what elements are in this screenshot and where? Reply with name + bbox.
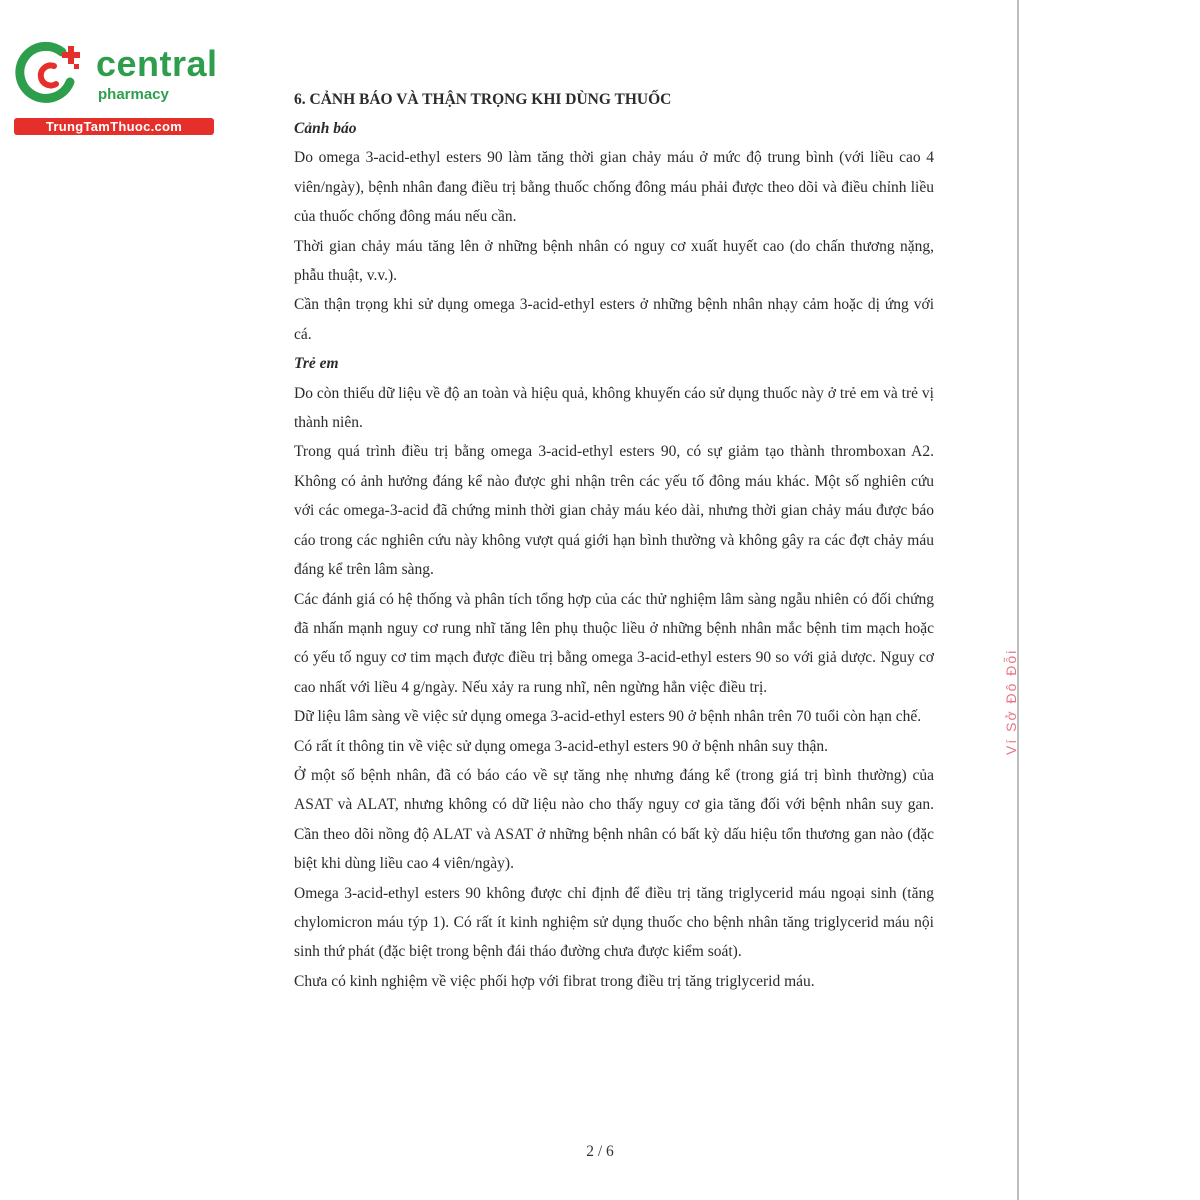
brand-subtitle: pharmacy bbox=[98, 86, 169, 103]
paragraph: Các đánh giá có hệ thống và phân tích tổng hợp của các thử nghiệm lâm sàng ngẫu nhiên có đối chứng đã nhấn mạnh nguy cơ rung nhĩ tăng lên phụ thuộc liều ở những bệnh nhân mắc bệnh tim mạch hoặc có yếu tố nguy cơ tim mạch được điều trị bằng omega 3-acid-ethyl esters 90 so với giả dược. Nguy cơ cao nhất với liều 4 g/ngày. Nếu xảy ra rung nhĩ, nên ngừng hẳn việc điều trị. bbox=[294, 590, 934, 696]
stamp-mark: Ví Sở Đô Đỗi bbox=[1003, 648, 1019, 755]
paragraph: Omega 3-acid-ethyl esters 90 không được chỉ định để điều trị tăng triglycerid máu ngoại sinh (tăng chylomicron máu týp 1). Có rất ít kinh nghiệm sử dụng thuốc cho bệnh nhân tăng triglycerid máu nội sinh thứ phát (đặc biệt trong bệnh đái tháo đường chưa được kiểm soát). bbox=[294, 884, 934, 961]
paragraph: Ở một số bệnh nhân, đã có báo cáo về sự tăng nhẹ nhưng đáng kể (trong giá trị bình thường) của ASAT và ALAT, nhưng không có dữ liệu nào cho thấy nguy cơ gia tăng đối với bệnh nhân suy gan. Cần theo dõi nồng độ ALAT và ASAT ở những bệnh nhân có bất kỳ dấu hiệu tổn thương gan nào (đặc biệt khi dùng liều cao 4 viên/ngày). bbox=[294, 766, 934, 873]
pharmacy-cross-icon bbox=[10, 38, 90, 110]
paragraph: Trong quá trình điều trị bằng omega 3-acid-ethyl esters 90, có sự giảm tạo thành thromboxan A2. Không có ảnh hưởng đáng kể nào được ghi nhận trên các yếu tố đông máu khác. Một số nghiên cứu với các omega-3-acid đã chứng minh thời gian chảy máu kéo dài, nhưng thời gian chảy máu được báo cáo trong các nghiên cứu này không vượt quá giới hạn bình thường và không gây ra các đợt chảy máu đáng kể trên lâm sàng. bbox=[294, 443, 934, 579]
paragraph: Dữ liệu lâm sàng về việc sử dụng omega 3-acid-ethyl esters 90 ở bệnh nhân trên 70 tuổi còn hạn chế. bbox=[294, 708, 922, 726]
paragraph: Thời gian chảy máu tăng lên ở những bệnh nhân có nguy cơ xuất huyết cao (do chấn thương nặng, phẫu thuật, v.v.). bbox=[294, 237, 934, 285]
paragraph: Có rất ít thông tin về việc sử dụng omega 3-acid-ethyl esters 90 ở bệnh nhân suy thận. bbox=[294, 737, 829, 755]
paragraph: Cần thận trọng khi sử dụng omega 3-acid-ethyl esters ở những bệnh nhân nhạy cảm hoặc dị ứng với cá. bbox=[294, 296, 934, 343]
central-pharmacy-logo bbox=[10, 38, 218, 138]
brand-url-badge[interactable]: TrungTamThuoc.com bbox=[14, 118, 214, 135]
document-body bbox=[294, 86, 934, 996]
paragraph: Do còn thiếu dữ liệu về độ an toàn và hiệu quả, không khuyến cáo sử dụng thuốc này ở trẻ em và trẻ vị thành niên. bbox=[294, 384, 934, 432]
section-title: 6. CẢNH BÁO VÀ THẬN TRỌNG KHI DÙNG THUỐC bbox=[294, 91, 672, 108]
brand-name: central bbox=[96, 43, 218, 84]
page-number: 2 / 6 bbox=[586, 1143, 614, 1160]
subheading-warning: Cảnh báo bbox=[294, 120, 357, 137]
paragraph: Do omega 3-acid-ethyl esters 90 làm tăng thời gian chảy máu ở mức độ trung bình (với liều cao 4 viên/ngày), bệnh nhân đang điều trị bằng thuốc chống đông máu phải được theo dõi và điều chỉnh liều của thuốc chống đông máu nếu cần. bbox=[294, 149, 934, 226]
page-edge-divider bbox=[1017, 0, 1019, 1200]
paragraph: Chưa có kinh nghiệm về việc phối hợp với fibrat trong điều trị tăng triglycerid máu. bbox=[294, 972, 815, 990]
subheading-children: Trẻ em bbox=[294, 355, 339, 373]
